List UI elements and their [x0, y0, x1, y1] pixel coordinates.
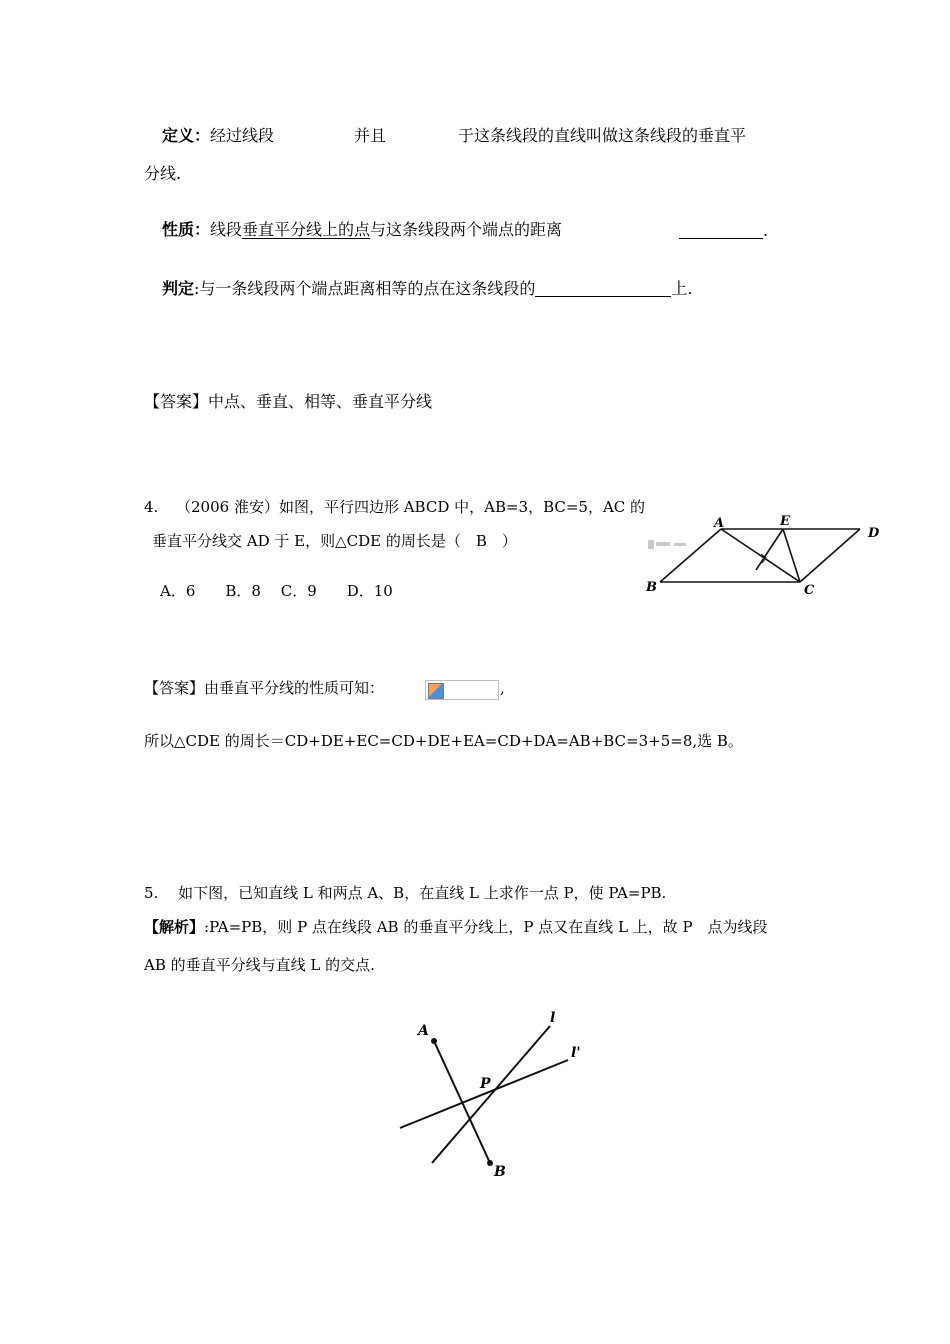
q4-options: A．6 B．8 C．9 D．10: [160, 582, 393, 600]
label-e: E: [780, 514, 790, 529]
perpendicular-bisector: [756, 529, 783, 570]
image-icon: [428, 683, 444, 699]
point-b: [487, 1160, 493, 1166]
property-label: 性质：: [162, 220, 211, 239]
property-line: [162, 222, 562, 238]
label-p: P: [480, 1076, 491, 1092]
label-a: A: [714, 516, 725, 531]
answer2-line2: 所以△CDE 的周长＝CD+DE+EC=CD+DE+EA=CD+DA=AB+BC=3+5=8,选 B。: [144, 732, 743, 750]
definition-part3: 于这条线段的直线叫做这条线段的垂直平: [458, 126, 747, 145]
q4-number: 4.: [144, 498, 159, 516]
property-blank: [679, 222, 763, 239]
point-a: [431, 1038, 437, 1044]
judgement-blank: [535, 280, 671, 297]
definition-part1: 经过线段: [210, 126, 275, 145]
judgement-end: 上.: [671, 279, 693, 298]
property-suffix: 与这条线段两个端点的距离: [370, 220, 563, 239]
label-d: D: [868, 526, 880, 541]
definition-line: [162, 128, 274, 144]
property-answer-blank-line: [679, 222, 768, 239]
line-l: [432, 1026, 550, 1163]
edge-ab: [660, 529, 721, 582]
property-end: .: [763, 221, 769, 240]
label-b: B: [494, 1164, 506, 1180]
judgement-line: [162, 280, 693, 297]
judgement-text: :与一条线段两个端点距离相等的点在这条线段的: [194, 279, 536, 298]
broken-image-placeholder: [425, 680, 499, 700]
judgement-label: 判定: [162, 279, 195, 298]
label-l: l: [550, 1010, 556, 1026]
q5-analysis-text: :PA=PB，则 P 点在线段 AB 的垂直平分线上，P 点又在直线 L 上，故 P 点为线段: [204, 918, 768, 936]
diagonal-ac: [721, 529, 800, 582]
edge-dc: [800, 529, 860, 582]
definition-part4: 分线.: [144, 164, 182, 183]
definition-part2: 并且: [354, 126, 387, 145]
label-l-prime: l': [571, 1045, 581, 1061]
segment-ec: [783, 529, 800, 582]
answer2-line1: 【答案】由垂直平分线的性质可知：: [144, 679, 385, 697]
label-c: C: [804, 583, 815, 598]
line-l-prime: [400, 1060, 568, 1128]
q5-line2: [144, 920, 768, 935]
q4-line2: 垂直平分线交 AD 于 E，则△CDE 的周长是（ B ）: [152, 532, 517, 550]
faint-mark: [648, 540, 686, 549]
q5-line1: 5. 如下图，已知直线 L 和两点 A、B，在直线 L 上求作一点 P，使 PA=PB.: [144, 884, 667, 902]
label-a: A: [418, 1023, 429, 1039]
answer1: 【答案】中点、垂直、相等、垂直平分线: [144, 392, 433, 411]
q4-line1: （2006 淮安）如图，平行四边形 ABCD 中，AB=3，BC=5，AC 的: [176, 498, 646, 516]
answer2-comma: ,: [500, 679, 505, 697]
property-prefix: 线段: [210, 220, 243, 239]
q5-analysis-label: 【解析】: [144, 918, 205, 936]
label-b: B: [646, 580, 657, 595]
definition-label: 定义：: [162, 126, 211, 145]
perpendicular-bisector-figure: [390, 1005, 600, 1185]
q5-line3: AB 的垂直平分线与直线 L 的交点.: [144, 956, 375, 974]
parallelogram-figure: [640, 512, 890, 602]
property-underlined: 垂直平分线上的点: [242, 220, 371, 239]
